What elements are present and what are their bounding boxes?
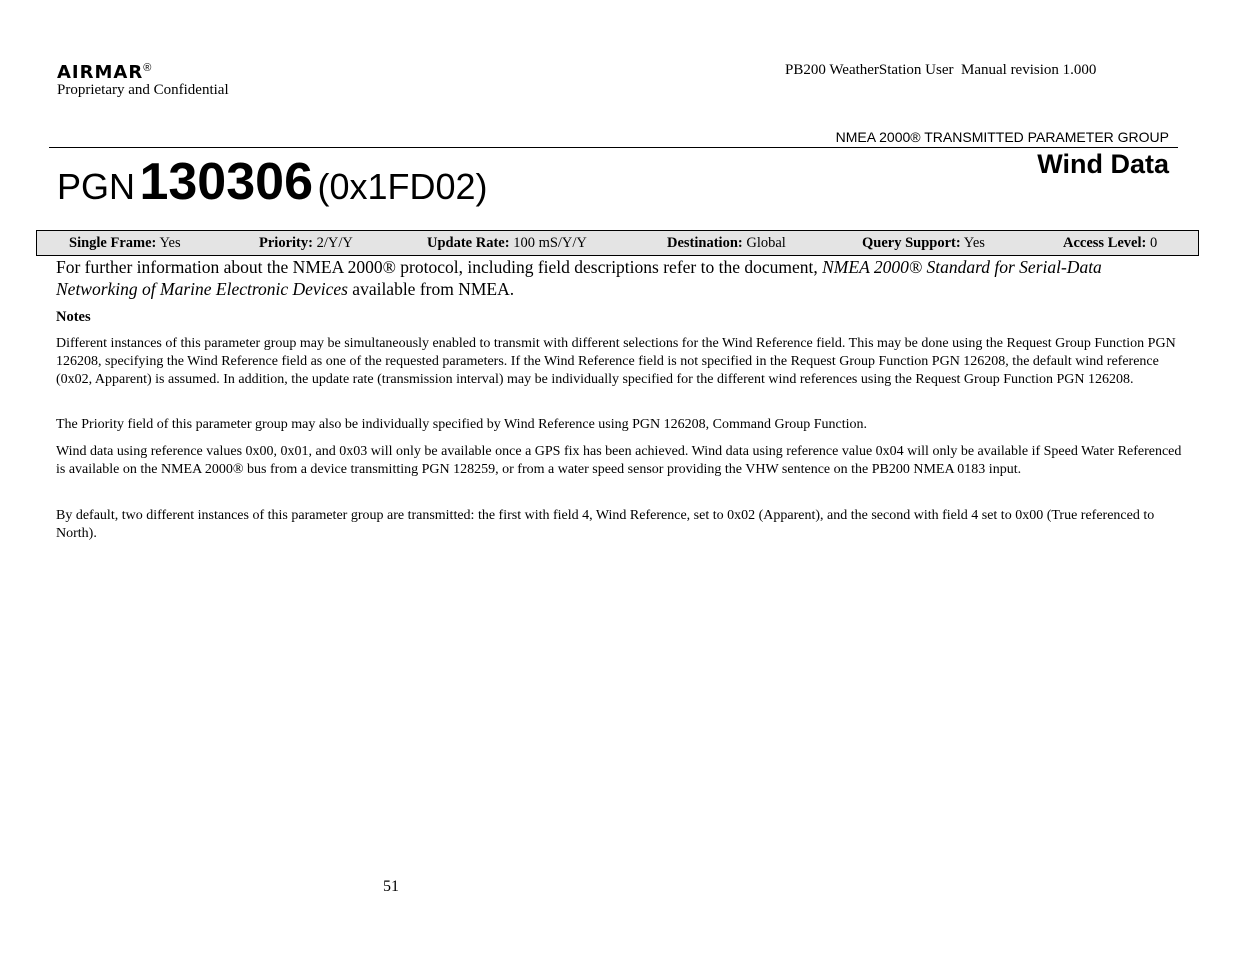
notes-heading: Notes <box>56 309 91 325</box>
prop-value: Yes <box>963 235 985 251</box>
confidentiality-notice: Proprietary and Confidential <box>57 82 229 98</box>
prop-update-rate <box>427 231 587 255</box>
prop-single-frame <box>69 231 181 255</box>
page-number: 51 <box>383 878 399 895</box>
pgn-heading <box>57 151 488 226</box>
prop-label: Query Support: <box>862 235 961 251</box>
prop-value: Global <box>746 235 786 251</box>
registered-mark: ® <box>143 62 152 74</box>
prop-label: Priority: <box>259 235 313 251</box>
pgn-hex: (0x1FD02) <box>317 166 488 207</box>
prop-destination <box>667 231 786 255</box>
notes-paragraph: The Priority field of this parameter group may also be individually specified by Wind Reference using PGN 126208, Command Group Function. <box>56 417 868 432</box>
pgn-prefix: PGN <box>57 166 136 207</box>
further-info-suffix: available from NMEA. <box>347 279 515 299</box>
prop-value: 0 <box>1149 235 1158 251</box>
further-information <box>56 256 1181 300</box>
airmar-logo <box>57 57 151 84</box>
page-title: Wind Data <box>1037 149 1169 179</box>
notes-paragraph: Different instances of this parameter group may be simultaneously enabled to transmit with different selections for the Wind Reference field. This may be done using the Request Group Function PGN 126208, specifying the Wind Reference field as one of the requested parameters. If the Wind Reference field is not specified in the Request Group Function PGN 126208, the default wind reference (0x02, Apparent) is assumed. In addition, the update rate (transmission interval) may be individually specified for the different wind references using the Request Group Function PGN 126208. <box>56 336 1176 387</box>
brand-name: AIRMAR <box>57 62 144 83</box>
prop-query-support <box>862 231 985 255</box>
notes-paragraph: Wind data using reference values 0x00, 0x01, and 0x03 will only be available once a GPS fix has been achieved. Wind data using reference value 0x04 will only be available if Speed Water Referenced is available on the NMEA 2000® bus from a device transmitting PGN 128259, or from a water speed sensor providing the VHW sentence on the PB200 NMEA 0183 input. <box>56 444 1182 477</box>
prop-label: Update Rate: <box>427 235 510 251</box>
prop-value: 2/Y/Y <box>316 235 353 251</box>
prop-priority <box>259 231 353 255</box>
manual-revision: PB200 WeatherStation User Manual revision 1.000 <box>785 62 1097 78</box>
parameter-group-label: NMEA 2000® TRANSMITTED PARAMETER GROUP <box>835 129 1169 145</box>
notes-paragraph: By default, two different instances of this parameter group are transmitted: the first with field 4, Wind Reference, set to 0x02 (Apparent), and the second with field 4 set to 0x00 (True referenced to North). <box>56 508 1155 541</box>
header-rule <box>49 147 1178 148</box>
standard-document-title: NMEA 2000® Standard for Serial-Data Networking of Marine Electronic Devices <box>56 257 1102 299</box>
prop-label: Destination: <box>667 235 743 251</box>
prop-value: 100 mS/Y/Y <box>513 235 587 251</box>
properties-bar <box>36 230 1199 256</box>
prop-value: Yes <box>159 235 181 251</box>
prop-access-level <box>1063 231 1157 255</box>
further-info-text: For further information about the NMEA 2000® protocol, including field descriptions refer to the document, <box>56 257 823 277</box>
prop-label: Single Frame: <box>69 235 157 251</box>
pgn-number: 130306 <box>139 153 313 211</box>
prop-label: Access Level: <box>1063 235 1147 251</box>
